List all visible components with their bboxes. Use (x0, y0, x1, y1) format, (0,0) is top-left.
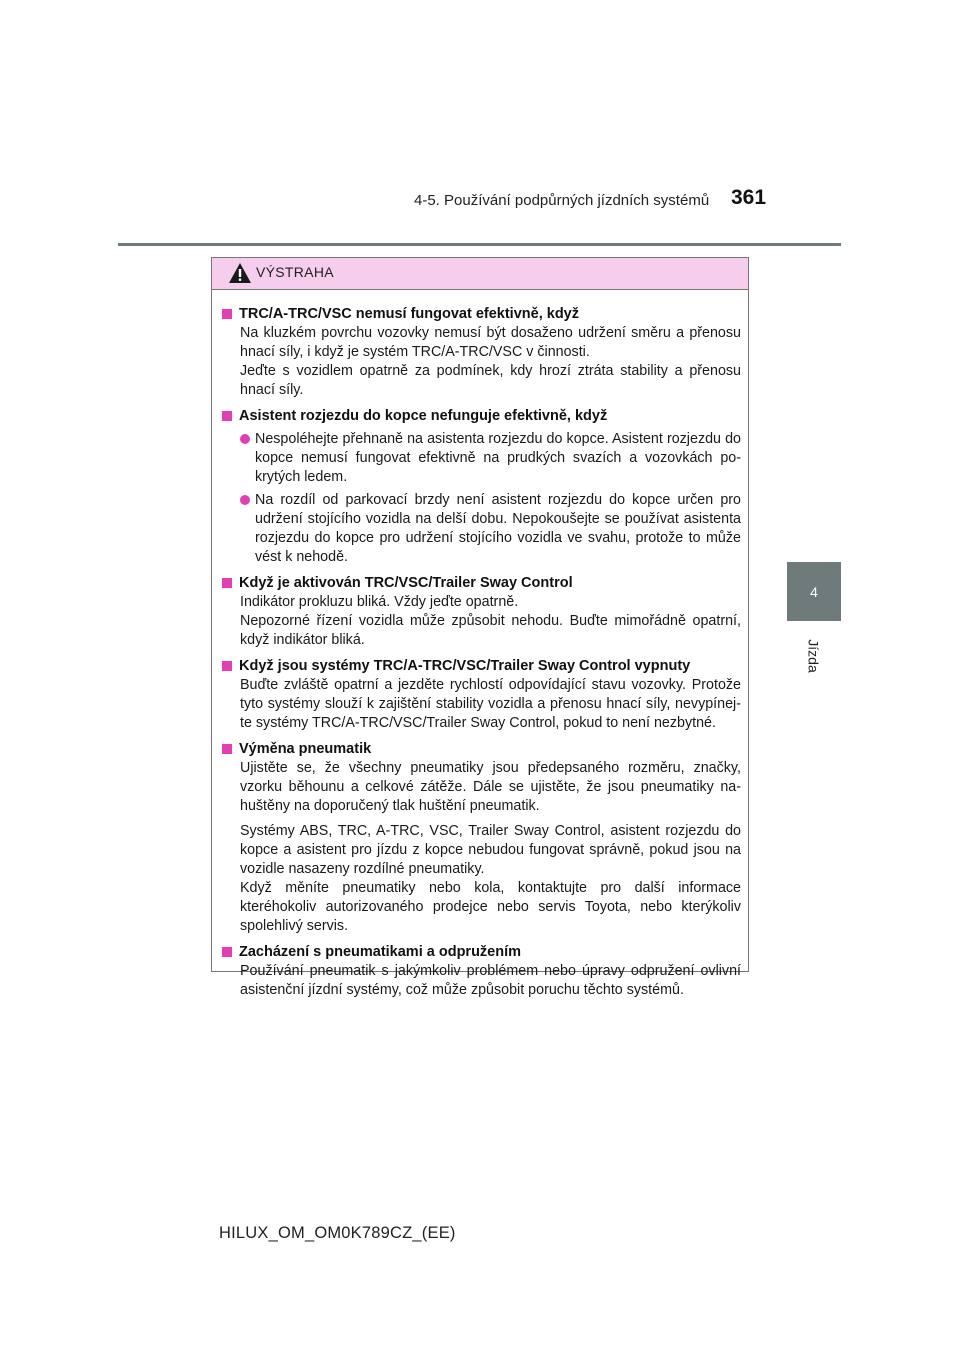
header-section-title: 4-5. Používání podpůrných jízdních systémů (414, 192, 710, 209)
bullet-text: Na rozdíl od parkovací brzdy není asistent rozjezdu do kopce určen pro udržení stojícího vozidla na delší dobu. Nepokoušejte se používat asistenta rozjezdu do kopce pro udržení stojícího vozidla ve svahu, protože to může vést k nehodě. (255, 492, 741, 565)
section-heading (222, 739, 741, 759)
section-paragraph: Buďte zvláště opatrní a jezděte rychlostí odpovídající stavu vozovky. Protože tyto systémy slouží k zajištění stability vozidla a přenosu hnací síly, nevypínej-te systémy TRC/A-TRC/VSC/Trailer Sway Control, pokud to není nezbytné. (240, 677, 741, 731)
section-systems-off (222, 656, 741, 733)
section-heading (222, 406, 741, 426)
section-heading-text: Asistent rozjezdu do kopce nefunguje efektivně, když (239, 408, 608, 424)
square-bullet-icon (222, 744, 232, 754)
section-paragraph: Na kluzkém povrchu vozovky nemusí být dosaženo udržení směru a přenosu hnací síly, i když je systém TRC/A-TRC/VSC v činnosti. (240, 325, 741, 360)
warning-triangle-icon (228, 262, 252, 284)
section-paragraph: Když měníte pneumatiky nebo kola, kontaktujte pro další informace kteréhokoliv autorizovaného prodejce nebo servis Toyota, nebo kterýkoliv spolehlivý servis. (240, 880, 741, 934)
section-paragraph: Používání pneumatik s jakýmkoliv problémem nebo úpravy odpružení ovlivní asistenční jízdní systémy, což může způsobit poruchu těchto systémů. (240, 963, 741, 998)
round-bullet-icon (240, 434, 250, 444)
chapter-label (787, 628, 841, 684)
round-bullet-icon (240, 495, 250, 505)
bullet-item (240, 430, 741, 487)
page-number: 361 (731, 186, 767, 209)
section-paragraph: Ujistěte se, že všechny pneumatiky jsou předepsaného rozměru, značky, vzorku běhounu a celkové zátěže. Dále se ujistěte, že jsou pneumatiky na-huštěny na doporučený tlak huštění pneumatik. (240, 760, 741, 814)
section-trailer-sway-active (222, 573, 741, 650)
document-code: HILUX_OM_OM0K789CZ_(EE) (219, 1224, 456, 1242)
section-trc (222, 304, 741, 400)
square-bullet-icon (222, 661, 232, 671)
chapter-tab-number: 4 (810, 583, 818, 600)
section-paragraph: Jeďte s vozidlem opatrně za podmínek, kdy hrozí ztráta stability a přenosu hnací síly. (240, 363, 741, 398)
section-paragraph: Nepozorné řízení vozidla může způsobit nehodu. Buďte mimořádně opatrní, když indikátor bliká. (240, 613, 741, 648)
chapter-tab (787, 562, 841, 621)
warning-box (211, 257, 749, 998)
section-paragraph: Indikátor prokluzu bliká. Vždy jeďte opatrně. (240, 594, 519, 610)
warning-title: VÝSTRAHA (256, 264, 334, 280)
square-bullet-icon (222, 947, 232, 957)
section-heading-text: TRC/A-TRC/VSC nemusí fungovat efektivně, když (239, 306, 579, 322)
bullet-text: Nespoléhejte přehnaně na asistenta rozjezdu do kopce. Asistent rozjezdu do kopce nemusí fungovat efektivně na prudkých svazích a vozovkách po-krytých ledem. (255, 431, 741, 485)
square-bullet-icon (222, 411, 232, 421)
chapter-label-text: Jízda (806, 639, 822, 673)
square-bullet-icon (222, 309, 232, 319)
section-paragraph: Systémy ABS, TRC, A-TRC, VSC, Trailer Sway Control, asistent rozjezdu do kopce a asistent pro jízdu z kopce nebudou fungovat správně, pokud jsou na vozidle nasazeny rozdílné pneumatiky. (240, 823, 741, 877)
square-bullet-icon (222, 578, 232, 588)
warning-body (212, 290, 748, 1000)
section-heading (222, 304, 741, 324)
section-heading (222, 942, 741, 962)
section-heading-text: Když jsou systémy TRC/A-TRC/VSC/Trailer Sway Control vypnuty (239, 658, 691, 674)
section-tire-replacement (222, 739, 741, 936)
bullet-item (240, 491, 741, 567)
section-heading-text: Zacházení s pneumatikami a odpružením (239, 944, 522, 960)
section-heading-text: Výměna pneumatik (239, 741, 372, 757)
header-divider (118, 243, 841, 246)
section-hill-start (222, 406, 741, 567)
section-heading (222, 573, 741, 593)
section-heading-text: Když je aktivován TRC/VSC/Trailer Sway Control (239, 575, 573, 591)
section-tires-suspension (222, 942, 741, 1000)
warning-header (212, 258, 748, 290)
section-heading (222, 656, 741, 676)
